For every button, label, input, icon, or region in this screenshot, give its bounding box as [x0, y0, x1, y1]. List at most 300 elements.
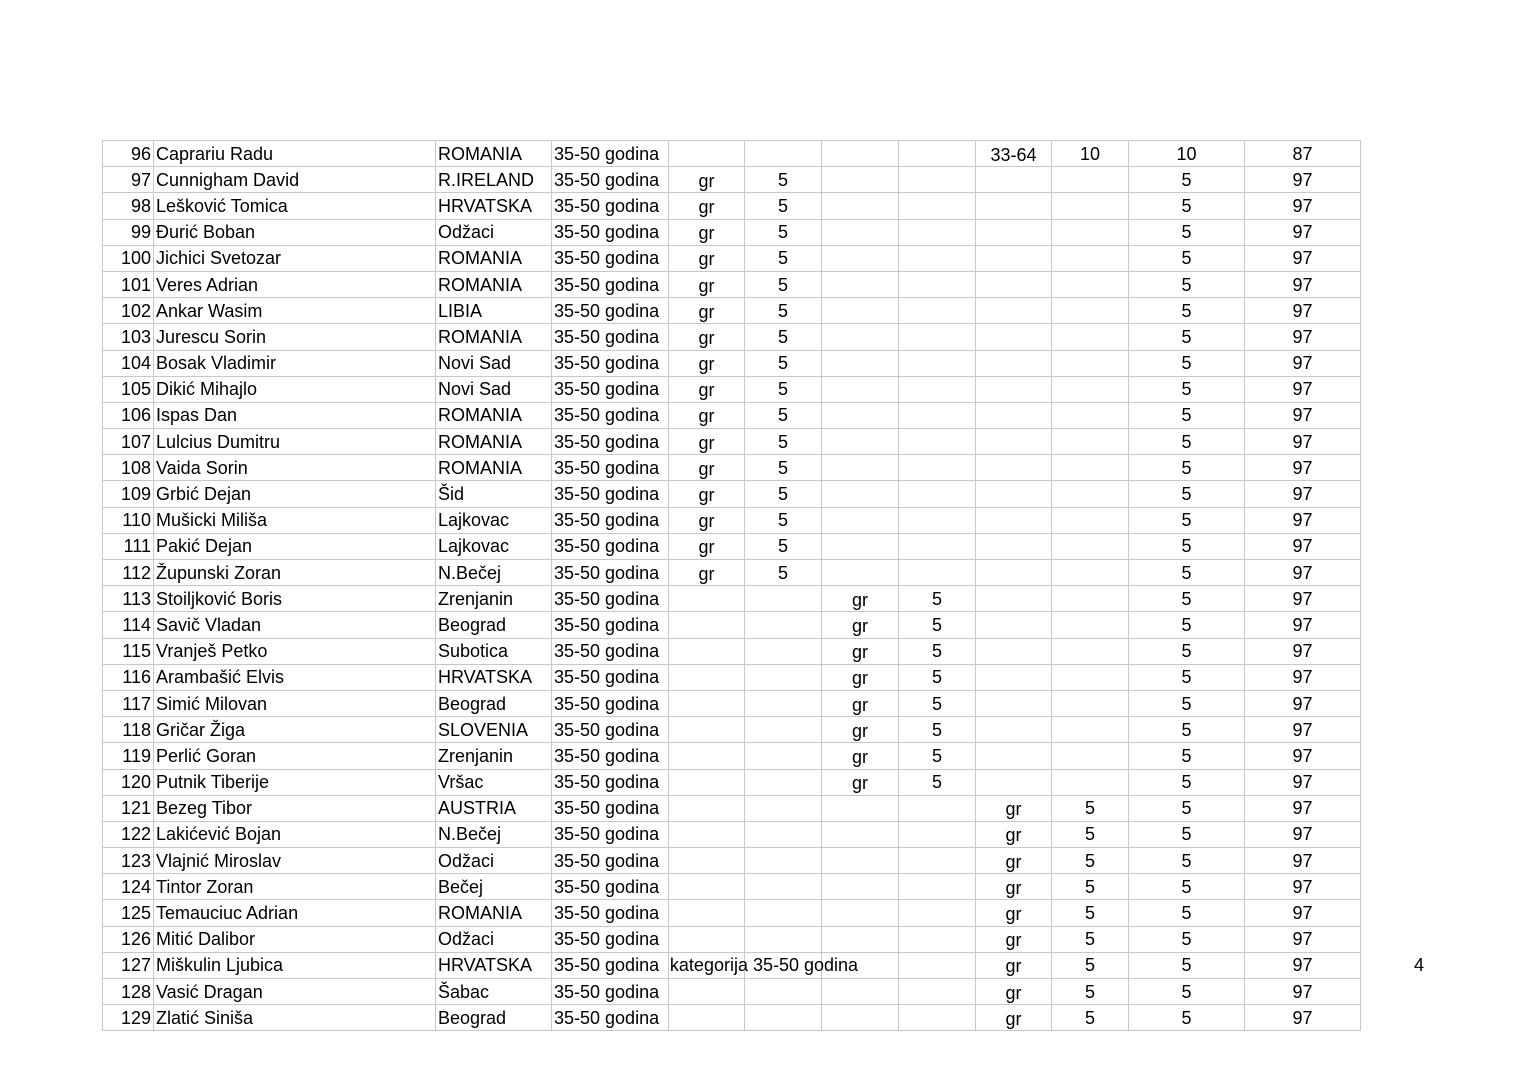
round1-points-cell — [745, 638, 822, 664]
round1-note-cell: gr — [669, 560, 745, 586]
round3-note-cell — [976, 167, 1052, 193]
place-cell: 97 — [1245, 507, 1361, 533]
competitor-name-cell: Vranješ Petko — [154, 638, 436, 664]
round2-note-cell — [822, 926, 899, 952]
rank-cell: 124 — [103, 874, 154, 900]
round1-note-cell — [669, 979, 745, 1005]
competitor-name-cell: Cunnigham David — [154, 167, 436, 193]
round1-note-cell: gr — [669, 533, 745, 559]
rank-cell: 106 — [103, 402, 154, 428]
rank-cell: 109 — [103, 481, 154, 507]
country-cell: Beograd — [436, 612, 552, 638]
place-cell: 87 — [1245, 141, 1361, 167]
round2-note-cell — [822, 507, 899, 533]
category-cell: 35-50 godina — [552, 717, 669, 743]
place-cell: 97 — [1245, 533, 1361, 559]
round2-note-cell — [822, 298, 899, 324]
place-cell: 97 — [1245, 167, 1361, 193]
round3-points-cell — [1052, 167, 1129, 193]
round3-note-cell: gr — [976, 821, 1052, 847]
place-cell: 97 — [1245, 350, 1361, 376]
round3-points-cell — [1052, 324, 1129, 350]
table-row — [103, 402, 1361, 428]
round1-note-cell — [669, 638, 745, 664]
country-cell: R.IRELAND — [436, 167, 552, 193]
rank-cell: 108 — [103, 455, 154, 481]
round3-note-cell: gr — [976, 1005, 1052, 1031]
round3-note-cell — [976, 429, 1052, 455]
round1-points-cell — [745, 141, 822, 167]
total-points-cell: 5 — [1129, 926, 1245, 952]
total-points-cell: 5 — [1129, 1005, 1245, 1031]
rank-cell: 111 — [103, 533, 154, 559]
table-row — [103, 717, 1361, 743]
place-cell: 97 — [1245, 690, 1361, 716]
round3-points-cell: 5 — [1052, 900, 1129, 926]
round1-points-cell — [745, 1005, 822, 1031]
category-cell: 35-50 godina — [552, 271, 669, 297]
total-points-cell: 5 — [1129, 743, 1245, 769]
total-points-cell: 5 — [1129, 586, 1245, 612]
round1-note-cell — [669, 1005, 745, 1031]
category-cell: 35-50 godina — [552, 402, 669, 428]
place-cell: 97 — [1245, 926, 1361, 952]
round3-note-cell: gr — [976, 926, 1052, 952]
round3-points-cell — [1052, 402, 1129, 428]
table-row — [103, 586, 1361, 612]
table-row — [103, 376, 1361, 402]
category-cell: 35-50 godina — [552, 979, 669, 1005]
country-cell: HRVATSKA — [436, 193, 552, 219]
round2-points-cell — [899, 245, 976, 271]
country-cell: ROMANIA — [436, 402, 552, 428]
total-points-cell: 5 — [1129, 376, 1245, 402]
category-cell: 35-50 godina — [552, 376, 669, 402]
country-cell: Novi Sad — [436, 376, 552, 402]
round2-note-cell — [822, 1005, 899, 1031]
round1-points-cell — [745, 900, 822, 926]
round2-points-cell: 5 — [899, 769, 976, 795]
round1-note-cell: gr — [669, 271, 745, 297]
round3-points-cell — [1052, 429, 1129, 455]
place-cell: 97 — [1245, 298, 1361, 324]
table-row — [103, 795, 1361, 821]
round2-points-cell — [899, 507, 976, 533]
round2-note-cell — [822, 900, 899, 926]
round1-points-cell: 5 — [745, 167, 822, 193]
round1-points-cell — [745, 690, 822, 716]
country-cell: Beograd — [436, 1005, 552, 1031]
round3-points-cell — [1052, 271, 1129, 297]
table-row — [103, 690, 1361, 716]
rank-cell: 126 — [103, 926, 154, 952]
place-cell: 97 — [1245, 795, 1361, 821]
round2-note-cell: gr — [822, 586, 899, 612]
round2-points-cell — [899, 926, 976, 952]
category-cell: 35-50 godina — [552, 245, 669, 271]
round1-note-cell — [669, 664, 745, 690]
round3-points-cell — [1052, 560, 1129, 586]
round1-points-cell: 5 — [745, 402, 822, 428]
place-cell: 97 — [1245, 612, 1361, 638]
country-cell: HRVATSKA — [436, 952, 552, 978]
rank-cell: 125 — [103, 900, 154, 926]
round2-note-cell — [822, 560, 899, 586]
place-cell: 97 — [1245, 219, 1361, 245]
round3-points-cell: 5 — [1052, 795, 1129, 821]
place-cell: 97 — [1245, 429, 1361, 455]
total-points-cell: 5 — [1129, 821, 1245, 847]
rank-cell: 96 — [103, 141, 154, 167]
table-row — [103, 900, 1361, 926]
round3-note-cell — [976, 298, 1052, 324]
round3-points-cell — [1052, 245, 1129, 271]
country-cell: ROMANIA — [436, 455, 552, 481]
round2-note-cell: gr — [822, 612, 899, 638]
round1-note-cell: gr — [669, 219, 745, 245]
category-cell: 35-50 godina — [552, 429, 669, 455]
round3-note-cell: gr — [976, 795, 1052, 821]
round2-points-cell — [899, 167, 976, 193]
category-cell: 35-50 godina — [552, 141, 669, 167]
round1-points-cell: 5 — [745, 429, 822, 455]
round3-note-cell: gr — [976, 874, 1052, 900]
round3-note-cell — [976, 376, 1052, 402]
table-row — [103, 638, 1361, 664]
round2-note-cell — [822, 245, 899, 271]
total-points-cell: 10 — [1129, 141, 1245, 167]
country-cell: HRVATSKA — [436, 664, 552, 690]
page-footer-title: kategorija 35-50 godina — [669, 955, 859, 975]
place-cell: 97 — [1245, 769, 1361, 795]
round1-note-cell — [669, 926, 745, 952]
rank-cell: 120 — [103, 769, 154, 795]
round1-points-cell: 5 — [745, 376, 822, 402]
country-cell: ROMANIA — [436, 429, 552, 455]
country-cell: Bečej — [436, 874, 552, 900]
competitor-name-cell: Savič Vladan — [154, 612, 436, 638]
competitor-name-cell: Arambašić Elvis — [154, 664, 436, 690]
total-points-cell: 5 — [1129, 612, 1245, 638]
category-cell: 35-50 godina — [552, 743, 669, 769]
round2-note-cell — [822, 376, 899, 402]
round1-points-cell — [745, 769, 822, 795]
round3-note-cell — [976, 690, 1052, 716]
round2-points-cell — [899, 350, 976, 376]
competitor-name-cell: Simić Milovan — [154, 690, 436, 716]
page-number: 4 — [1414, 955, 1425, 975]
table-row — [103, 324, 1361, 350]
round1-points-cell — [745, 874, 822, 900]
round3-points-cell: 5 — [1052, 848, 1129, 874]
table-row — [103, 271, 1361, 297]
round2-points-cell: 5 — [899, 743, 976, 769]
round2-points-cell — [899, 455, 976, 481]
round3-note-cell — [976, 638, 1052, 664]
round3-points-cell — [1052, 298, 1129, 324]
round3-note-cell — [976, 612, 1052, 638]
place-cell: 97 — [1245, 743, 1361, 769]
round3-points-cell — [1052, 350, 1129, 376]
rank-cell: 121 — [103, 795, 154, 821]
round2-points-cell: 5 — [899, 638, 976, 664]
category-cell: 35-50 godina — [552, 324, 669, 350]
rank-cell: 110 — [103, 507, 154, 533]
rank-cell: 112 — [103, 560, 154, 586]
round2-note-cell: gr — [822, 638, 899, 664]
round2-points-cell — [899, 271, 976, 297]
table-row — [103, 298, 1361, 324]
round3-points-cell — [1052, 219, 1129, 245]
round1-note-cell — [669, 141, 745, 167]
round3-note-cell — [976, 664, 1052, 690]
category-cell: 35-50 godina — [552, 560, 669, 586]
round1-note-cell — [669, 821, 745, 847]
total-points-cell: 5 — [1129, 271, 1245, 297]
round1-note-cell: gr — [669, 298, 745, 324]
round3-points-cell: 5 — [1052, 874, 1129, 900]
place-cell: 97 — [1245, 324, 1361, 350]
round1-points-cell: 5 — [745, 324, 822, 350]
category-cell: 35-50 godina — [552, 952, 669, 978]
round3-note-cell — [976, 350, 1052, 376]
competitor-name-cell: Grbić Dejan — [154, 481, 436, 507]
round3-points-cell — [1052, 612, 1129, 638]
rank-cell: 116 — [103, 664, 154, 690]
round3-note-cell — [976, 481, 1052, 507]
total-points-cell: 5 — [1129, 245, 1245, 271]
category-cell: 35-50 godina — [552, 1005, 669, 1031]
competitor-name-cell: Gričar Žiga — [154, 717, 436, 743]
table-row — [103, 245, 1361, 271]
round2-note-cell — [822, 821, 899, 847]
round1-note-cell: gr — [669, 481, 745, 507]
category-cell: 35-50 godina — [552, 926, 669, 952]
table-row — [103, 612, 1361, 638]
table-row — [103, 926, 1361, 952]
category-cell: 35-50 godina — [552, 193, 669, 219]
total-points-cell: 5 — [1129, 952, 1245, 978]
round3-note-cell: gr — [976, 952, 1052, 978]
place-cell: 97 — [1245, 664, 1361, 690]
competitor-name-cell: Bosak Vladimir — [154, 350, 436, 376]
competitor-name-cell: Miškulin Ljubica — [154, 952, 436, 978]
round1-note-cell: gr — [669, 350, 745, 376]
category-cell: 35-50 godina — [552, 690, 669, 716]
round1-points-cell — [745, 586, 822, 612]
country-cell: Lajkovac — [436, 507, 552, 533]
round1-note-cell: gr — [669, 167, 745, 193]
country-cell: Šabac — [436, 979, 552, 1005]
round3-points-cell: 5 — [1052, 952, 1129, 978]
total-points-cell: 5 — [1129, 298, 1245, 324]
table-row — [103, 141, 1361, 167]
round3-note-cell — [976, 455, 1052, 481]
round3-points-cell: 5 — [1052, 1005, 1129, 1031]
round1-points-cell — [745, 979, 822, 1005]
round1-note-cell — [669, 743, 745, 769]
rank-cell: 127 — [103, 952, 154, 978]
category-cell: 35-50 godina — [552, 167, 669, 193]
total-points-cell: 5 — [1129, 193, 1245, 219]
country-cell: ROMANIA — [436, 141, 552, 167]
competitor-name-cell: Lulcius Dumitru — [154, 429, 436, 455]
round3-points-cell — [1052, 743, 1129, 769]
round1-points-cell — [745, 743, 822, 769]
category-cell: 35-50 godina — [552, 638, 669, 664]
round2-points-cell — [899, 979, 976, 1005]
round1-points-cell: 5 — [745, 298, 822, 324]
round1-points-cell: 5 — [745, 271, 822, 297]
country-cell: ROMANIA — [436, 900, 552, 926]
total-points-cell: 5 — [1129, 848, 1245, 874]
table-row — [103, 821, 1361, 847]
competitor-name-cell: Pakić Dejan — [154, 533, 436, 559]
total-points-cell: 5 — [1129, 429, 1245, 455]
rank-cell: 107 — [103, 429, 154, 455]
place-cell: 97 — [1245, 455, 1361, 481]
round3-note-cell: gr — [976, 900, 1052, 926]
category-cell: 35-50 godina — [552, 507, 669, 533]
round2-points-cell — [899, 298, 976, 324]
category-cell: 35-50 godina — [552, 900, 669, 926]
round1-note-cell — [669, 900, 745, 926]
place-cell: 97 — [1245, 245, 1361, 271]
round3-note-cell — [976, 586, 1052, 612]
round3-points-cell — [1052, 769, 1129, 795]
round1-points-cell: 5 — [745, 245, 822, 271]
round1-note-cell — [669, 874, 745, 900]
round1-note-cell — [669, 848, 745, 874]
category-cell: 35-50 godina — [552, 848, 669, 874]
country-cell: ROMANIA — [436, 324, 552, 350]
round1-note-cell — [669, 717, 745, 743]
round3-note-cell — [976, 533, 1052, 559]
round2-points-cell: 5 — [899, 612, 976, 638]
country-cell: Vršac — [436, 769, 552, 795]
total-points-cell: 5 — [1129, 402, 1245, 428]
round2-note-cell — [822, 219, 899, 245]
competitor-name-cell: Mušicki Miliša — [154, 507, 436, 533]
rank-cell: 100 — [103, 245, 154, 271]
round1-points-cell: 5 — [745, 560, 822, 586]
total-points-cell: 5 — [1129, 167, 1245, 193]
round1-note-cell — [669, 612, 745, 638]
rank-cell: 97 — [103, 167, 154, 193]
round2-points-cell: 5 — [899, 717, 976, 743]
round1-note-cell: gr — [669, 193, 745, 219]
category-cell: 35-50 godina — [552, 481, 669, 507]
round1-note-cell — [669, 690, 745, 716]
rank-cell: 128 — [103, 979, 154, 1005]
competitor-name-cell: Dikić Mihajlo — [154, 376, 436, 402]
round3-note-cell — [976, 193, 1052, 219]
rank-cell: 102 — [103, 298, 154, 324]
competitor-name-cell: Ispas Dan — [154, 402, 436, 428]
round1-points-cell: 5 — [745, 350, 822, 376]
category-cell: 35-50 godina — [552, 821, 669, 847]
country-cell: LIBIA — [436, 298, 552, 324]
table-row — [103, 167, 1361, 193]
round1-note-cell: gr — [669, 429, 745, 455]
table-row — [103, 560, 1361, 586]
total-points-cell: 5 — [1129, 350, 1245, 376]
category-cell: 35-50 godina — [552, 795, 669, 821]
rank-cell: 117 — [103, 690, 154, 716]
competitor-name-cell: Jurescu Sorin — [154, 324, 436, 350]
round2-note-cell: gr — [822, 743, 899, 769]
total-points-cell: 5 — [1129, 769, 1245, 795]
round3-points-cell: 10 — [1052, 141, 1129, 167]
table-row — [103, 874, 1361, 900]
round2-points-cell — [899, 900, 976, 926]
round1-note-cell: gr — [669, 376, 745, 402]
rank-cell: 115 — [103, 638, 154, 664]
total-points-cell: 5 — [1129, 874, 1245, 900]
category-cell: 35-50 godina — [552, 455, 669, 481]
round1-points-cell: 5 — [745, 533, 822, 559]
total-points-cell: 5 — [1129, 455, 1245, 481]
round2-points-cell: 5 — [899, 690, 976, 716]
round2-note-cell — [822, 455, 899, 481]
results-table — [102, 140, 1361, 1031]
round1-note-cell: gr — [669, 507, 745, 533]
competitor-name-cell: Veres Adrian — [154, 271, 436, 297]
table-row — [103, 743, 1361, 769]
round3-note-cell: gr — [976, 979, 1052, 1005]
round2-note-cell — [822, 271, 899, 297]
place-cell: 97 — [1245, 376, 1361, 402]
place-cell: 97 — [1245, 848, 1361, 874]
round3-note-cell — [976, 717, 1052, 743]
competitor-name-cell: Putnik Tiberije — [154, 769, 436, 795]
country-cell: Odžaci — [436, 926, 552, 952]
category-cell: 35-50 godina — [552, 612, 669, 638]
round3-points-cell — [1052, 664, 1129, 690]
competitor-name-cell: Đurić Boban — [154, 219, 436, 245]
competitor-name-cell: Stoiljković Boris — [154, 586, 436, 612]
competitor-name-cell: Mitić Dalibor — [154, 926, 436, 952]
round3-note-cell — [976, 219, 1052, 245]
place-cell: 97 — [1245, 402, 1361, 428]
competitor-name-cell: Zlatić Siniša — [154, 1005, 436, 1031]
competitor-name-cell: Lakićević Bojan — [154, 821, 436, 847]
place-cell: 97 — [1245, 481, 1361, 507]
category-cell: 35-50 godina — [552, 664, 669, 690]
round3-points-cell — [1052, 481, 1129, 507]
round2-note-cell: gr — [822, 769, 899, 795]
country-cell: Novi Sad — [436, 350, 552, 376]
rank-cell: 105 — [103, 376, 154, 402]
table-row — [103, 1005, 1361, 1031]
category-cell: 35-50 godina — [552, 586, 669, 612]
place-cell: 97 — [1245, 979, 1361, 1005]
round2-points-cell — [899, 402, 976, 428]
results-body — [103, 141, 1361, 1031]
rank-cell: 123 — [103, 848, 154, 874]
round2-note-cell — [822, 167, 899, 193]
round2-points-cell — [899, 560, 976, 586]
round1-points-cell — [745, 664, 822, 690]
country-cell: Šid — [436, 481, 552, 507]
competitor-name-cell: Perlić Goran — [154, 743, 436, 769]
total-points-cell: 5 — [1129, 638, 1245, 664]
country-cell: N.Bečej — [436, 821, 552, 847]
round1-points-cell — [745, 821, 822, 847]
round3-note-cell — [976, 402, 1052, 428]
category-cell: 35-50 godina — [552, 769, 669, 795]
country-cell: Lajkovac — [436, 533, 552, 559]
